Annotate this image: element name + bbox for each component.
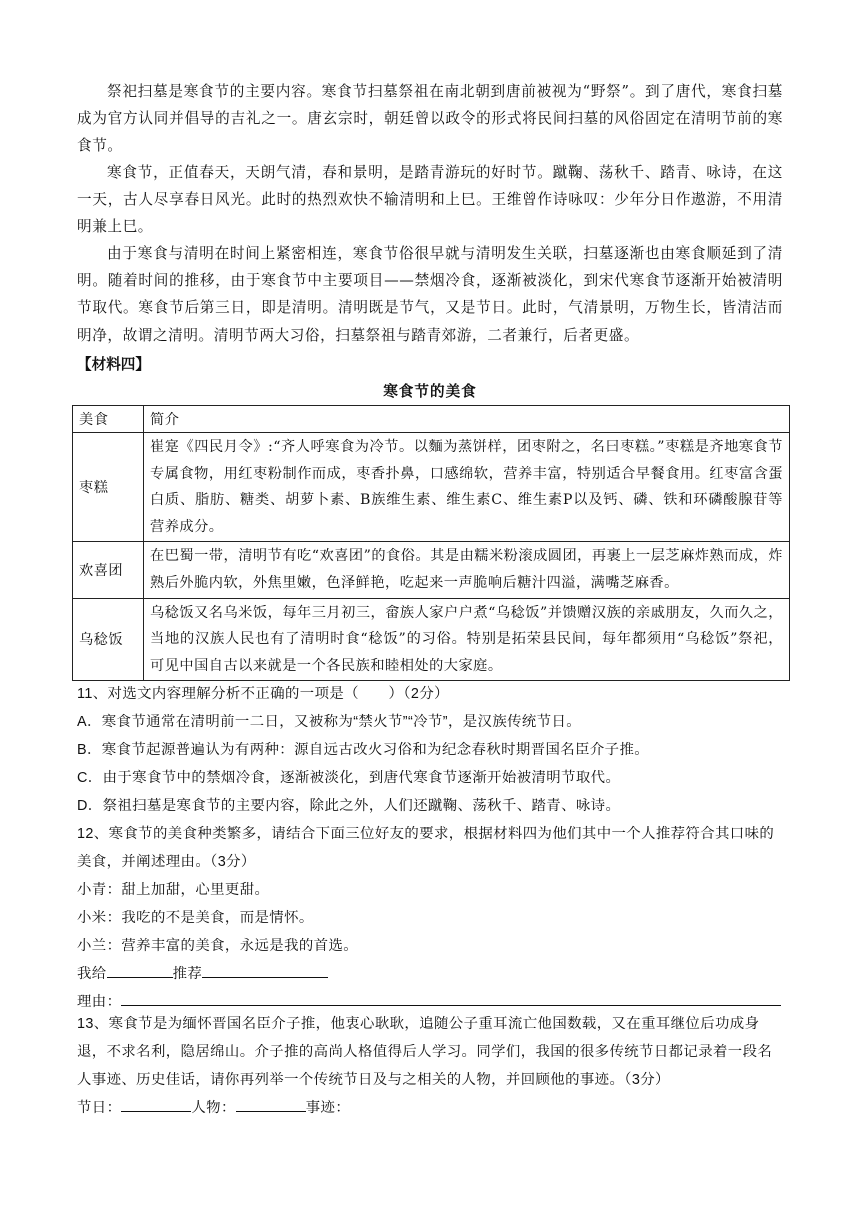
header-intro: 简介 [144, 406, 790, 433]
question-12 [77, 820, 783, 1016]
food-table [72, 405, 790, 681]
food-row-wurenfan [73, 598, 790, 681]
festival-line [77, 1094, 783, 1122]
passage-paragraph-1: 祭祀扫墓是寒食节的主要内容。寒食节扫墓祭祖在南北朝到唐前被视为“野祭”。到了唐代，寒食扫墓成为官方认同并倡导的吉礼之一。唐玄宗时，朝廷曾以政令的形式将民间扫墓的风俗固定在清明节前的寒食节。 [77, 83, 783, 155]
food-description: 在巴蜀一带，清明节有吃“欢喜团”的食俗。其是由糯米粉滚成圆团，再裹上一层芝麻炸熟而成，炸熟后外脆内软，外焦里嫩，色泽鲜艳，吃起来一声脆响后糖汁四溢，满嘴芝麻香。 [144, 542, 790, 598]
food-table-header-row [73, 406, 790, 433]
recommend-label: 推荐 [172, 966, 203, 982]
reason-answer-blank[interactable] [121, 991, 781, 1006]
festival-answer-blank[interactable] [121, 1097, 191, 1112]
person-label: 人物： [191, 1100, 236, 1116]
food-row-huanxituan [73, 542, 790, 598]
option-c[interactable]: C．由于寒食节中的禁烟冷食，逐渐被淡化，到唐代寒食节逐渐开始被清明节取代。 [77, 770, 621, 786]
friend-xiaolan: 小兰：营养丰富的美食，永远是我的首选。 [77, 938, 359, 954]
food-description: 崔寔《四民月令》:“齐人呼寒食为冷节。以麵为蒸饼样，团枣附之，名曰枣糕。”枣糕是齐地寒食节专属食物，用红枣粉制作而成，枣香扑鼻，口感绵软，营养丰富，特别适合早餐食用。红枣富含蛋白质、脂肪、糖类、胡萝卜素、B族维生素、维生素C、维生素P以及钙、磷、铁和环磷酸腺苷等营养成分。 [144, 433, 790, 542]
person-answer-blank[interactable] [236, 1097, 306, 1112]
deed-label: 事迹： [305, 1100, 351, 1116]
recommend-line [77, 960, 783, 988]
question-12-stem: 12、寒食节的美食种类繁多，请结合下面三位好友的要求，根据材料四为他们其中一个人推荐符合其口味的美食，并阐述理由。（3分） [77, 826, 775, 870]
question-11 [77, 680, 783, 820]
friend-xiaoqing: 小青：甜上加甜，心里更甜。 [77, 882, 270, 898]
give-label: 我给 [77, 966, 107, 982]
food-name: 欢喜团 [73, 542, 144, 598]
header-food: 美食 [73, 406, 144, 433]
festival-label: 节日： [77, 1100, 122, 1116]
food-name: 枣糕 [73, 433, 144, 542]
food-answer-blank[interactable] [202, 963, 328, 978]
passage-paragraph-3: 由于寒食与清明在时间上紧密相连，寒食节俗很早就与清明发生关联，扫墓逐渐也由寒食顺延到了清明。随着时间的推移，由于寒食节中主要项目——禁烟冷食，逐渐被淡化，到宋代寒食节逐渐开始被清明节取代。寒食节后第三日，即是清明。清明既是节气，又是节日。此时，气清景明，万物生长，皆清洁而明净，故谓之清明。清明节两大习俗，扫墓祭祖与踏青郊游，二者兼行，后者更盛。 [77, 245, 783, 344]
food-description: 乌稔饭又名乌米饭，每年三月初三，畲族人家户户煮“乌稔饭”并馈赠汉族的亲戚朋友，久而久之，当地的汉族人民也有了清明时食“稔饭”的习俗。特别是拓荣县民间，每年都须用“乌稔饭”祭祀，可见中国自古以来就是一个各民族和睦相处的大家庭。 [144, 598, 790, 681]
friend-xiaomi: 小米：我吃的不是美食，而是情怀。 [77, 910, 314, 926]
question-11-stem: 11、对选文内容理解分析不正确的一项是（ ）（2分） [77, 686, 449, 702]
food-row-zaogao [73, 433, 790, 542]
food-table-title: 寒食节的美食 [383, 383, 477, 400]
food-name: 乌稔饭 [73, 598, 144, 681]
option-d[interactable]: D．祭祖扫墓是寒食节的主要内容，除此之外，人们还蹴鞠、荡秋千、踏青、咏诗。 [77, 798, 621, 814]
person-answer-blank[interactable] [107, 963, 173, 978]
question-13 [77, 1010, 783, 1122]
question-13-stem: 13、寒食节是为缅怀晋国名臣介子推，他衷心耿耿，追随公子重耳流亡他国数载，又在重耳继位后功成身退，不求名利，隐居绵山。介子推的高尚人格值得后人学习。同学们，我国的很多传统节日都记录着一段名人事迹、历史佳话，请你再列举一个传统节日及与之相关的人物，并回顾他的事迹。（3分） [77, 1016, 773, 1088]
material-four-label: 【材料四】 [77, 356, 150, 373]
passage-paragraph-2: 寒食节，正值春天，天朗气清，春和景明，是踏青游玩的好时节。蹴鞠、荡秋千、踏青、咏诗，在这一天，古人尽享春日风光。此时的热烈欢快不输清明和上巳。王维曾作诗咏叹：少年分日作遨游，不用清明兼上巳。 [77, 164, 783, 236]
option-a[interactable]: A．寒食节通常在清明前一二日，又被称为“禁火节”“冷节”，是汉族传统节日。 [77, 714, 582, 730]
option-b[interactable]: B．寒食节起源普遍认为有两种：源自远古改火习俗和为纪念春秋时期晋国名臣介子推。 [77, 742, 650, 758]
reason-label: 理由： [77, 994, 122, 1010]
